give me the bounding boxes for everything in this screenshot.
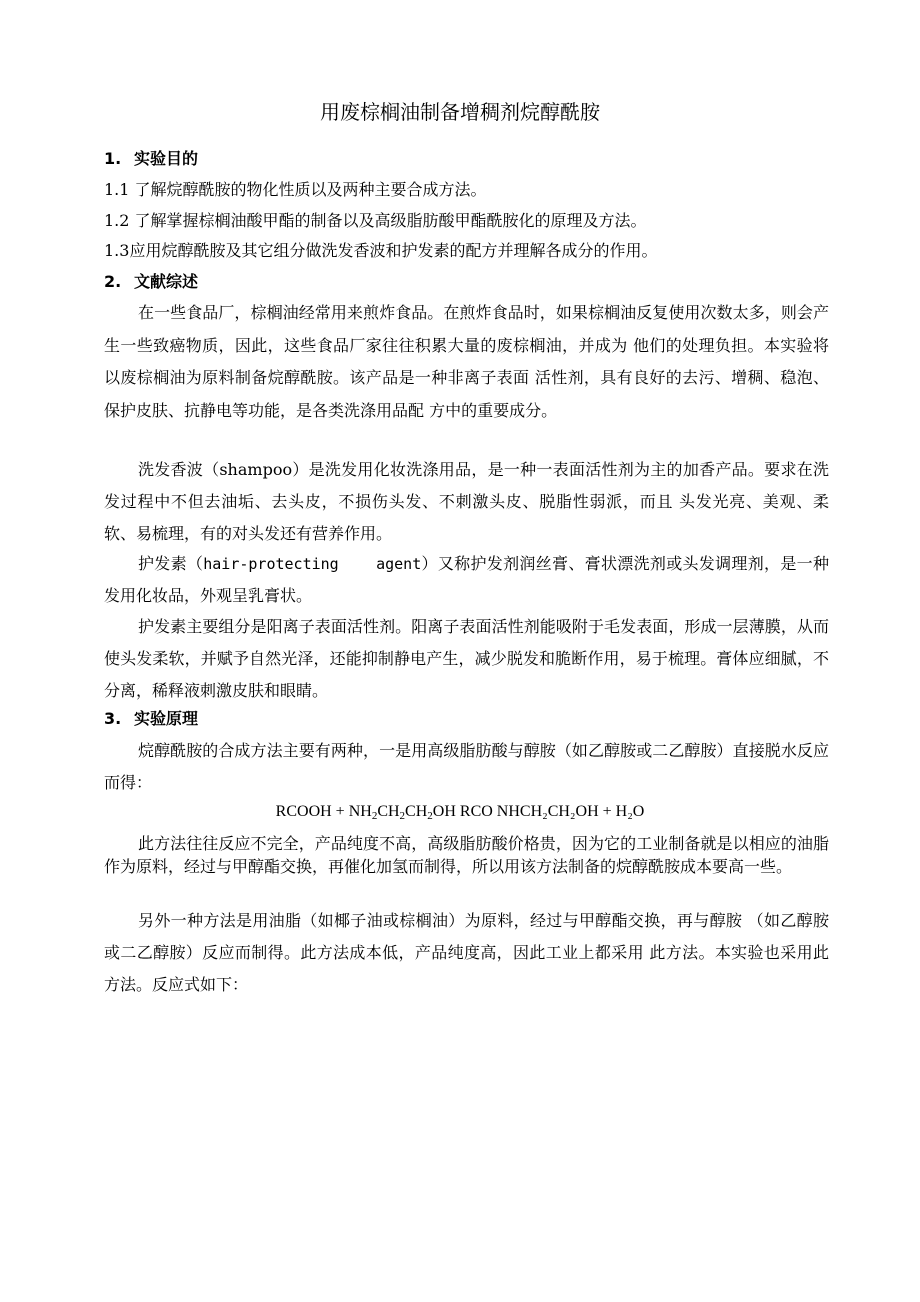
- section-title: 文献综述: [134, 272, 199, 291]
- section-2-heading: [104, 271, 198, 293]
- section-number: 2.: [104, 272, 122, 291]
- review-paragraph-1: 在一些食品厂，棕榈油经常用来煎炸食品。在煎炸食品时，如果棕榈油反复使用次数太多，则会产生一些致癌物质，因此，这些食品厂家往往积累大量的废棕榈油，并成为 他们的处理负担。本实验将以废棕榈油为原料制备烷醇酰胺。该产品是一种非离子表面 活性剂，具有良好的去污、增稠、稳泡、保护皮肤、抗静电等功能，是各类洗涤用品配 方中的重要成分。: [104, 303, 829, 420]
- principle-paragraph-3: 另外一种方法是用油脂（如椰子油或棕榈油）为原料，经过与甲醇酯交换，再与醇胺 （如乙醇胺或二乙醇胺）反应而制得。此方法成本低，产品纯度高，因此工业上都采用 此方法。本实验也采用此方法。反应式如下：: [104, 911, 829, 994]
- english-term: hair-protecting agent: [203, 555, 422, 573]
- paragraph-text: ）又称护发剂润丝膏、膏状漂洗剂或头发调理剂，是一种发用化妆品，外观呈乳膏状。: [104, 554, 829, 605]
- equation-subscript: 2: [371, 810, 378, 822]
- paragraph-text: 护发素（: [138, 554, 204, 573]
- document-title: 用废棕榈油制备增稠剂烷醇酰胺: [320, 100, 600, 124]
- principle-paragraph-1: 烷醇酰胺的合成方法主要有两种，一是用高级脂肪酸与醇胺（如乙醇胺或二乙醇胺）直接脱水反应而得：: [104, 741, 829, 792]
- section-number: 3.: [104, 709, 122, 728]
- review-paragraph-4: 护发素主要组分是阳离子表面活性剂。阳离子表面活性剂能吸附于毛发表面，形成一层薄膜，从而使头发柔软，并赋予自然光泽，还能抑制静电产生，减少脱发和脆断作用，易于梳理。膏体应细腻，不分离，稀释液刺激皮肤和眼睛。: [104, 617, 829, 700]
- section-title: 实验目的: [134, 149, 199, 168]
- equation-subscript: 2: [399, 810, 406, 822]
- objective-item-3: 1.3应用烷醇酰胺及其它组分做洗发香波和护发素的配方并理解各成分的作用。: [104, 241, 658, 260]
- equation-text: CH: [405, 803, 428, 820]
- section-number: 1.: [104, 149, 122, 168]
- equation-subscript: 2: [427, 810, 433, 822]
- equation-text: OH RCO NHCH₂CH₂OH + H₂O: [432, 803, 645, 820]
- objective-item-2: 1.2 了解掌握棕榈油酸甲酯的制备以及高级脂肪酸甲酯酰胺化的原理及方法。: [104, 211, 647, 230]
- section-3-heading: [104, 708, 198, 730]
- equation-text: CH: [377, 803, 400, 820]
- section-title: 实验原理: [134, 709, 199, 728]
- section-1-heading: [104, 148, 198, 170]
- objective-item-1: 1.1 了解烷醇酰胺的物化性质以及两种主要合成方法。: [104, 180, 487, 199]
- review-paragraph-2: 洗发香波（shampoo）是洗发用化妆洗涤用品，是一种一表面活性剂为主的加香产品。要求在洗发过程中不但去油垢、去头皮，不损伤头发、不刺激头皮、脱脂性弱派，而且 头发光亮、美观、柔软、易梳理，有的对头发还有营养作用。: [104, 460, 829, 543]
- reaction-equation: [0, 800, 920, 824]
- equation-text: RCOOH + NH: [275, 803, 372, 820]
- review-paragraph-3: [104, 548, 829, 612]
- principle-paragraph-2: 此方法往往反应不完全，产品纯度不高，高级脂肪酸价格贵，因为它的工业制备就是以相应的油脂作为原料，经过与甲醇酯交换，再催化加氢而制得，所以用该方法制备的烷醇酰胺成本要高一些。: [104, 834, 829, 876]
